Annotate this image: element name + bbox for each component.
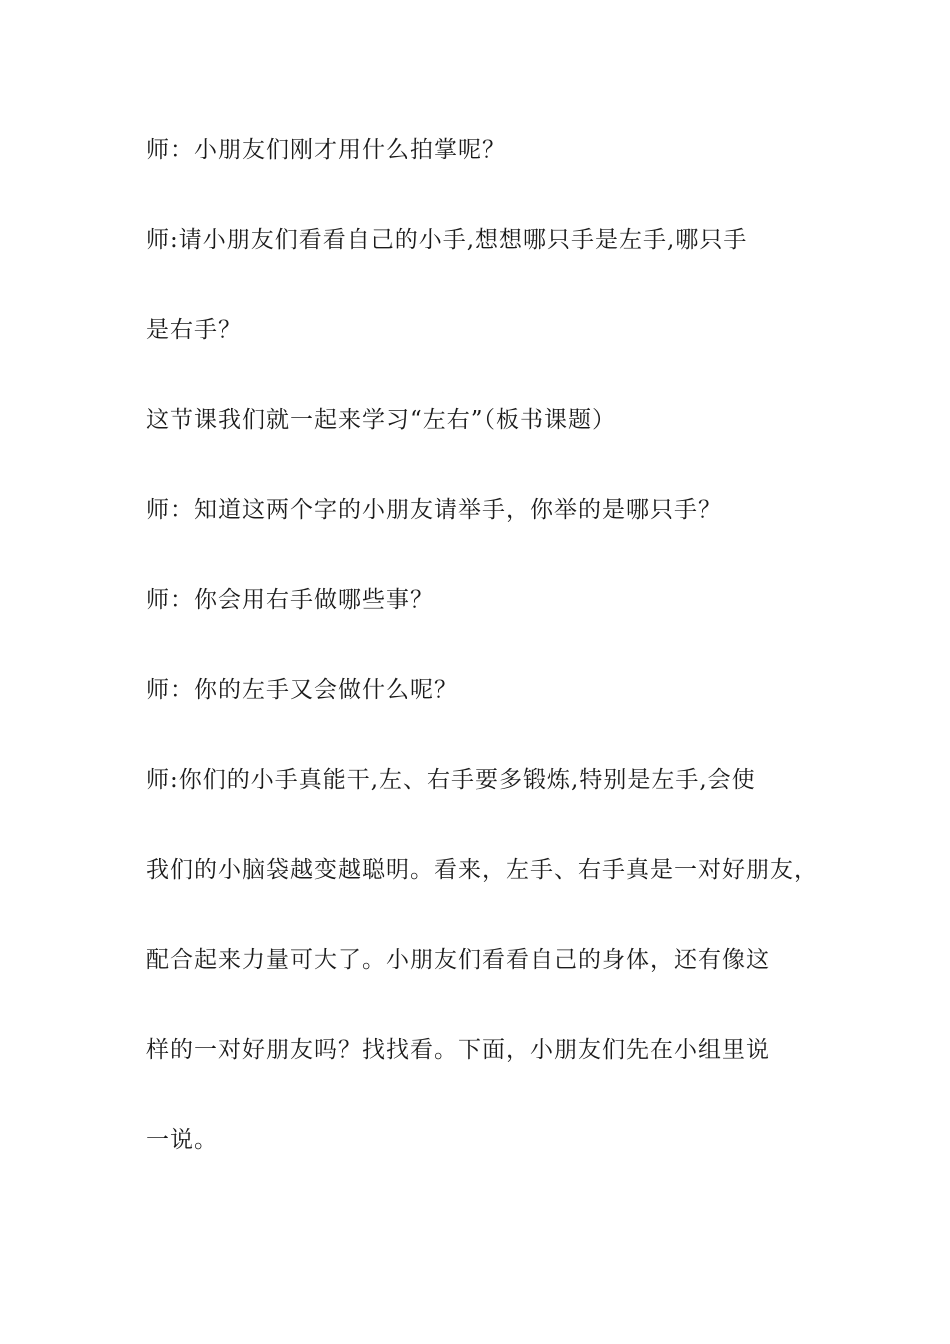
text-line: 样的一对好朋友吗？找找看。下面，小朋友们先在小组里说 bbox=[146, 1037, 770, 1063]
text-line: 师：知道这两个字的小朋友请举手，你举的是哪只手？ bbox=[146, 497, 722, 523]
text-line: 师:请小朋友们看看自己的小手,想想哪只手是左手,哪只手 bbox=[146, 227, 748, 253]
text-line: 这节课我们就一起来学习“左右”（板书课题） bbox=[146, 407, 617, 433]
text-line: 是右手？ bbox=[146, 317, 242, 343]
text-line: 我们的小脑袋越变越聪明。看来，左手、右手真是一对好朋友， bbox=[146, 857, 818, 883]
text-line: 师：你会用右手做哪些事？ bbox=[146, 587, 434, 613]
text-line: 师：你的左手又会做什么呢？ bbox=[146, 677, 458, 703]
text-line: 师：小朋友们刚才用什么拍掌呢？ bbox=[146, 137, 506, 163]
text-line: 一说。 bbox=[146, 1127, 218, 1153]
body-text bbox=[146, 128, 826, 1208]
text-line: 配合起来力量可大了。小朋友们看看自己的身体，还有像这 bbox=[146, 947, 770, 973]
text-line: 师:你们的小手真能干,左、右手要多锻炼,特别是左手,会使 bbox=[146, 767, 756, 793]
